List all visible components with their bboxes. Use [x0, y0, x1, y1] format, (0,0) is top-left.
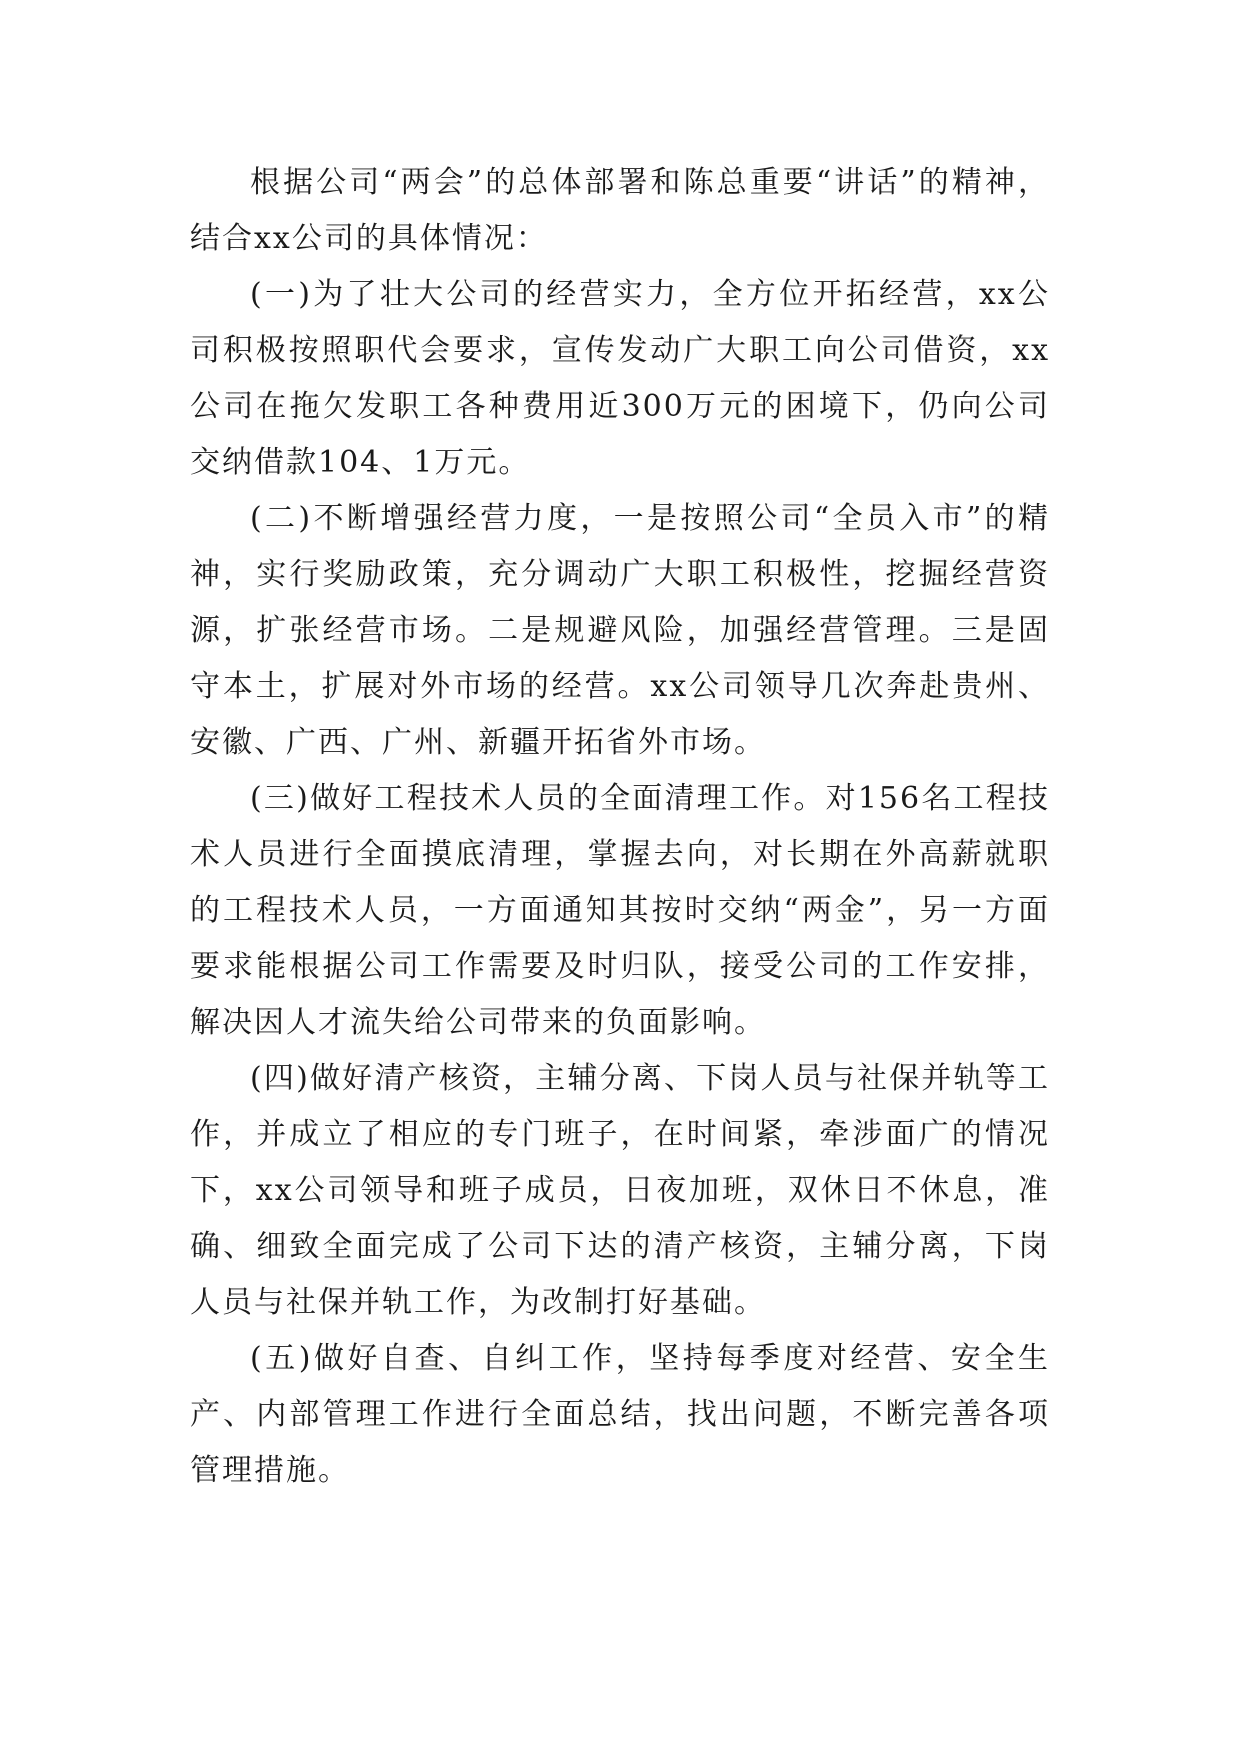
paragraph-item-4: (四)做好清产核资，主辅分离、下岗人员与社保并轨等工作，并成立了相应的专门班子，在时间紧，牵涉面广的情况下，xx公司领导和班子成员，日夜加班，双休日不休息，准确、细致全面完成了公司下达的清产核资，主辅分离，下岗人员与社保并轨工作，为改制打好基础。 — [190, 1061, 1050, 1320]
paragraph-item-5: (五)做好自查、自纠工作，坚持每季度对经营、安全生产、内部管理工作进行全面总结，找出问题，不断完善各项管理措施。 — [190, 1341, 1050, 1488]
document-body — [190, 155, 1050, 1499]
intro-paragraph: 根据公司“两会”的总体部署和陈总重要“讲话”的精神，结合xx公司的具体情况： — [190, 165, 1050, 256]
paragraph-item-1: (一)为了壮大公司的经营实力，全方位开拓经营，xx公司积极按照职代会要求，宣传发动广大职工向公司借资，xx公司在拖欠发职工各种费用近300万元的困境下，仍向公司交纳借款104、1万元。 — [190, 277, 1050, 480]
paragraph-item-3: (三)做好工程技术人员的全面清理工作。对156名工程技术人员进行全面摸底清理，掌握去向，对长期在外高薪就职的工程技术人员，一方面通知其按时交纳“两金”，另一方面要求能根据公司工作需要及时归队，接受公司的工作安排，解决因人才流失给公司带来的负面影响。 — [190, 781, 1050, 1040]
paragraph-item-2: (二)不断增强经营力度，一是按照公司“全员入市”的精神，实行奖励政策，充分调动广大职工积极性，挖掘经营资源，扩张经营市场。二是规避风险，加强经营管理。三是固守本土，扩展对外市场的经营。xx公司领导几次奔赴贵州、安徽、广西、广州、新疆开拓省外市场。 — [190, 501, 1050, 760]
